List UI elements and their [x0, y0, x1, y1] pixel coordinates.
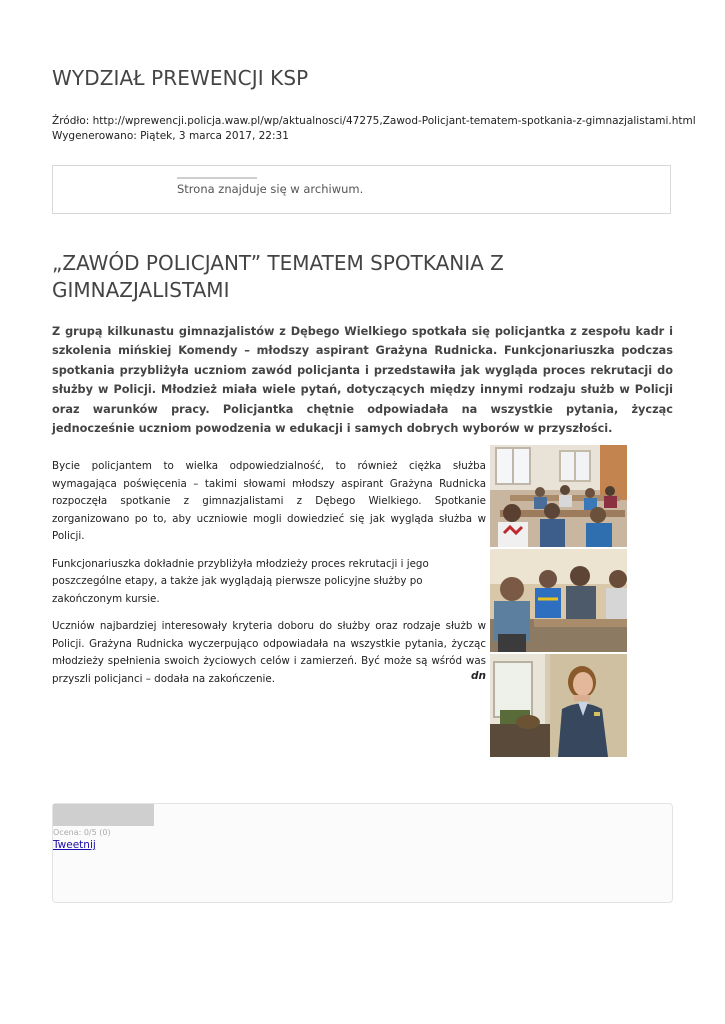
archive-notice: Strona znajduje się w archiwum. — [177, 182, 364, 196]
rating-label: Ocena: 0/5 (0) — [53, 828, 111, 837]
tweet-link[interactable]: Tweetnij — [53, 839, 96, 851]
article-author: dn — [471, 670, 486, 682]
students-photo[interactable] — [490, 549, 627, 652]
source-url: Źródło: http://wprewencji.policja.waw.pl/wp/aktualnosci/47275,Zawod-Policjant-tematem-spotkania-z-gimnazjalistami.html — [52, 115, 696, 127]
article-paragraph: Uczniów najbardziej interesowały kryteria doboru do służby oraz rodzaje służb w Policji. Grażyna Rudnicka wyczerpująco odpowiadała na wszystkie pytania, życząc młodzieży spełnienia swoich życiowych celów i zamierzeń. Być może są wśród was przyszli policjanci – dodała na zakończenie. — [52, 620, 486, 685]
archive-notice-box — [52, 165, 671, 214]
officer-photo[interactable] — [490, 654, 627, 757]
article-paragraph: Bycie policjantem to wielka odpowiedzialność, to również ciężka służba wymagająca poświęcenia – takimi słowami młodszy aspirant Grażyna Rudnicka rozpoczęła spotkanie z gimnazjalistami z Dębego Wielkiego. Spotkanie zorganizowano po to, aby uczniowie mogli dowiedzieć się jak wygląda służba w Policji. — [52, 460, 486, 542]
site-title: WYDZIAŁ PREWENCJI KSP — [52, 66, 309, 90]
article-paragraph: Funkcjonariuszka dokładnie przybliżyła młodzieży proces rekrutacji i jego poszczególne etapy, a także jak wyglądają pierwsze policyjne służby po zakończonym kursie. — [52, 557, 429, 605]
archive-divider — [177, 177, 257, 179]
classroom-photo[interactable] — [490, 445, 627, 547]
rating-stars[interactable] — [53, 804, 154, 826]
article-title: „ZAWÓD POLICJANT” TEMATEM SPOTKANIA Z GIMNAZJALISTAMI — [52, 251, 504, 302]
generated-date: Wygenerowano: Piątek, 3 marca 2017, 22:31 — [52, 130, 289, 142]
source-meta — [52, 114, 696, 144]
article-body — [52, 458, 486, 698]
rating-box — [52, 803, 673, 903]
article-lead: Z grupą kilkunastu gimnazjalistów z Dębego Wielkiego spotkała się policjantka z zespołu kadr i szkolenia mińskiej Komendy – młodszy aspirant Grażyna Rudnicka. Funkcjonariuszka podczas spotkania przybliżyła uczniom zawód policjanta i przedstawiła jak wygląda proces rekrutacji do służby w Policji. Młodzież miała wiele pytań, dotyczących między innymi rodzaju służb w Policji oraz warunków pracy. Policjantka chętnie odpowiadała na wszystkie pytania, życząc jednocześnie uczniom powodzenia w edukacji i samych dobrych wyborów w przyszłości. — [52, 325, 673, 436]
